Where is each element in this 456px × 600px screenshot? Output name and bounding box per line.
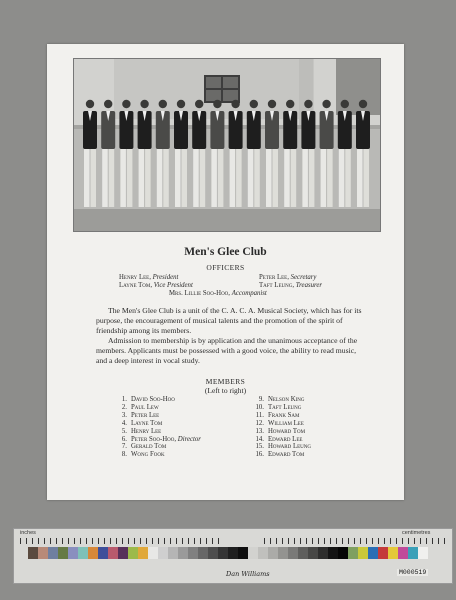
group-photo [73,58,381,232]
list-item: 13. Howard Tom [255,427,306,435]
officer-secretary [259,274,316,281]
color-swatch [138,547,148,559]
officer-name: Mrs. Lillie Soo-Hoo, [169,290,230,297]
color-swatch [398,547,408,559]
list-item: 16. Edward Tom [255,451,305,459]
color-swatch [338,547,348,559]
color-swatch [38,547,48,559]
color-swatch [388,547,398,559]
color-swatch [158,547,168,559]
color-swatch [238,547,248,559]
members-heading: MEMBERS [205,377,246,386]
color-swatches [28,547,428,559]
color-swatch [68,547,78,559]
description-paragraph: The Men's Glee Club is a unit of the C. A. C. A. Musical Society, which has for its purpose, the encouragement of musical talents and the promotion of the spirit of friendship among its members. [96,306,362,335]
strip-label-inches: inches [20,530,36,536]
color-swatch [368,547,378,559]
color-swatch [178,547,188,559]
officer-role: Vice President [153,282,193,289]
file-id-label: M000519 [399,569,427,576]
color-swatch [28,547,38,559]
list-item: 15. Howard Leung [255,443,311,451]
color-swatch [98,547,108,559]
ruler-centimetres [264,538,446,544]
officer-role: Accompanist [231,290,267,297]
color-swatch [358,547,368,559]
color-swatch [188,547,198,559]
color-swatch [228,547,238,559]
color-swatch [258,547,268,559]
color-swatch [118,547,128,559]
strip-label-centimetres: centimetres [402,530,431,536]
ruler-inches [20,538,220,544]
group-photo-image [74,59,380,231]
list-item: 8. Wong Fook [121,451,165,459]
color-swatch [198,547,208,559]
officers-heading: OFFICERS [206,263,245,272]
page-title: Men's Glee Club [184,246,267,258]
color-swatch [208,547,218,559]
color-swatch [418,547,428,559]
color-swatch [48,547,58,559]
admission-paragraph: Admission to membership is by application and the unanimous acceptance of the members. Applicants must be possessed with a good voice, the ability to read music, and a deep interest in vocal study. [96,336,358,365]
color-swatch [78,547,88,559]
officer-name: Peter Lee, [259,274,289,281]
list-item: 4. Layne Tom [121,419,163,427]
officer-role: President [152,274,179,281]
color-swatch [288,547,298,559]
color-swatch [218,547,228,559]
document-page [47,44,404,500]
list-item: 6. Peter Soo-Hoo, Director [121,435,201,443]
officer-role: Secretary [290,274,317,281]
officer-accompanist [169,290,267,297]
color-swatch [128,547,138,559]
officer-vice-president [119,282,193,289]
color-swatch [378,547,388,559]
color-swatch [108,547,118,559]
color-swatch [58,547,68,559]
list-item: 14. Edward Lee [255,435,303,443]
color-swatch [248,547,258,559]
officer-name: Henry Lee, [119,274,151,281]
color-swatch [318,547,328,559]
signature: Dan Williams [226,570,270,578]
list-item: 11. Frank Sam [255,411,300,419]
officer-role: Treasurer [295,282,323,289]
members-list-left [115,396,201,459]
color-swatch [88,547,98,559]
color-swatch [298,547,308,559]
officer-name: Taft Leung, [259,282,295,289]
list-item: 10. Taft Leung [255,403,302,411]
list-item: 3. Peter Lee [121,411,160,419]
list-item: 9. Nelson King [258,396,305,403]
members-list-right [252,396,311,459]
officer-name: Layne Tom, [119,282,153,289]
color-swatch [328,547,338,559]
officer-treasurer [259,282,322,289]
list-item: 7. Gerald Tom [121,443,167,451]
color-swatch [408,547,418,559]
color-swatch [348,547,358,559]
list-item: 2. Paul Lew [121,403,159,411]
list-item: 1. David Soo-Hoo [121,396,175,403]
color-swatch [268,547,278,559]
officer-president [119,274,178,281]
list-item: 12. William Lee [255,419,304,427]
color-calibration-strip [13,528,453,584]
color-swatch [148,547,158,559]
color-swatch [168,547,178,559]
members-subheading: (Left to right) [204,386,247,395]
color-swatch [278,547,288,559]
list-item: 5. Henry Lee [121,427,162,435]
color-swatch [308,547,318,559]
